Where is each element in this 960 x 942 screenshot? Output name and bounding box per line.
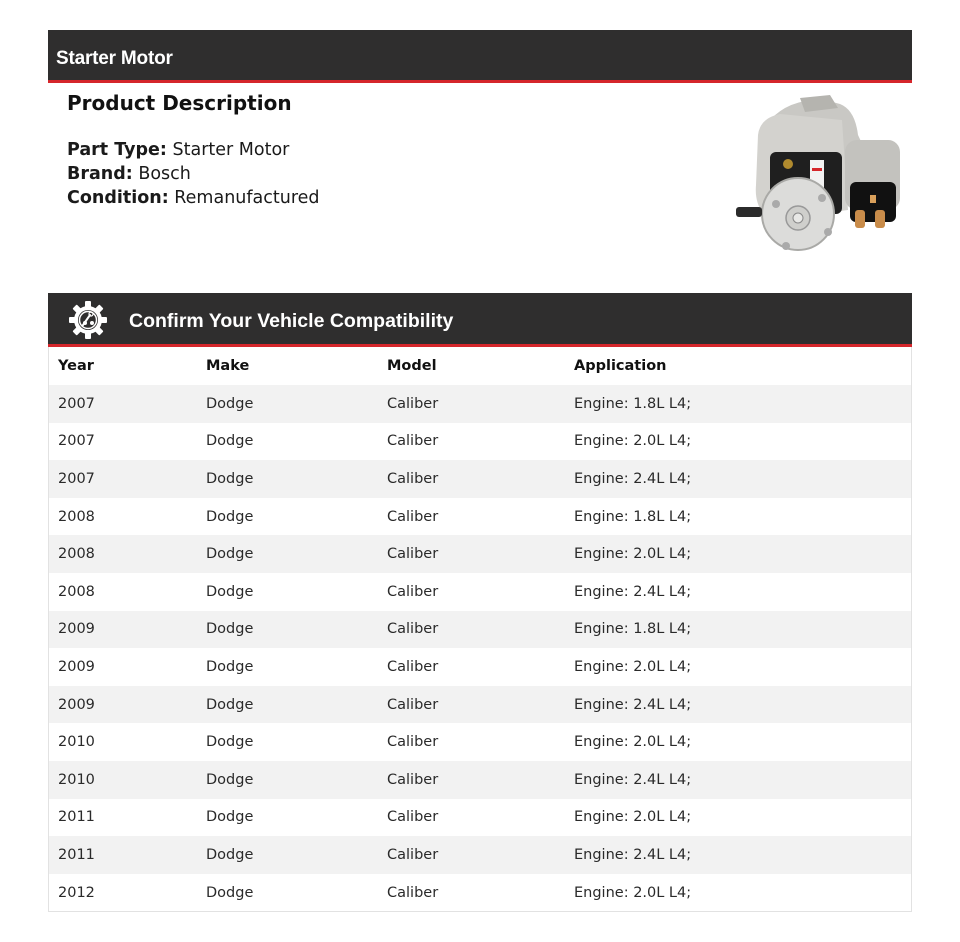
spec-label: Part Type: [67,140,167,160]
cell-application: Engine: 2.4L L4; [574,696,692,713]
table-row [49,573,911,611]
product-specs [67,138,667,210]
table-row [49,874,911,912]
cell-make: Dodge [206,395,254,412]
cell-model: Caliber [387,658,439,675]
spec-part-type [67,138,667,162]
cell-year: 2007 [58,395,95,412]
spec-condition [67,186,667,210]
cell-year: 2008 [58,583,95,600]
spec-brand [67,162,667,186]
compatibility-header-title: Confirm Your Vehicle Compatibility [129,310,454,332]
column-header-model: Model [387,358,437,374]
cell-model: Caliber [387,884,439,901]
cell-model: Caliber [387,696,439,713]
cell-make: Dodge [206,696,254,713]
product-description [67,90,667,210]
cell-make: Dodge [206,508,254,525]
compatibility-table [49,347,911,911]
cell-application: Engine: 1.8L L4; [574,621,692,638]
cell-model: Caliber [387,583,439,600]
cell-year: 2009 [58,696,95,713]
cell-make: Dodge [206,470,254,487]
cell-application: Engine: 2.4L L4; [574,583,692,600]
cell-application: Engine: 2.0L L4; [574,658,692,675]
table-row [49,799,911,837]
product-header-title: Starter Motor [56,48,173,69]
cell-model: Caliber [387,846,439,863]
product-header-bar [48,30,912,83]
starter-motor-product-image [730,90,910,258]
product-description-heading: Product Description [67,91,292,115]
cell-application: Engine: 2.4L L4; [574,846,692,863]
cell-year: 2009 [58,658,95,675]
gear-wrench-icon [68,300,108,340]
column-header-year: Year [58,358,94,374]
cell-make: Dodge [206,809,254,826]
cell-year: 2011 [58,846,95,863]
cell-year: 2008 [58,508,95,525]
cell-year: 2012 [58,884,95,901]
cell-year: 2007 [58,433,95,450]
spec-label: Brand: [67,164,133,184]
compatibility-header-bar [48,293,912,347]
cell-make: Dodge [206,734,254,751]
table-row [49,723,911,761]
cell-application: Engine: 2.0L L4; [574,433,692,450]
cell-model: Caliber [387,433,439,450]
table-row [49,535,911,573]
cell-year: 2010 [58,771,95,788]
cell-make: Dodge [206,546,254,563]
cell-model: Caliber [387,621,439,638]
table-row [49,761,911,799]
table-row [49,423,911,461]
spec-value: Bosch [138,164,191,184]
table-row [49,385,911,423]
table-row [49,686,911,724]
spec-label: Condition: [67,188,169,208]
spec-value: Remanufactured [174,188,320,208]
cell-application: Engine: 2.4L L4; [574,470,692,487]
cell-application: Engine: 1.8L L4; [574,508,692,525]
table-row [49,836,911,874]
cell-model: Caliber [387,809,439,826]
spec-value: Starter Motor [172,140,290,160]
cell-model: Caliber [387,771,439,788]
cell-application: Engine: 2.0L L4; [574,734,692,751]
cell-application: Engine: 2.0L L4; [574,546,692,563]
table-header-row [49,347,911,385]
cell-application: Engine: 2.0L L4; [574,884,692,901]
table-row [49,498,911,536]
cell-make: Dodge [206,658,254,675]
table-row [49,648,911,686]
cell-model: Caliber [387,508,439,525]
cell-year: 2007 [58,470,95,487]
cell-year: 2009 [58,621,95,638]
cell-make: Dodge [206,433,254,450]
cell-model: Caliber [387,734,439,751]
cell-model: Caliber [387,470,439,487]
cell-make: Dodge [206,583,254,600]
cell-application: Engine: 2.0L L4; [574,809,692,826]
cell-year: 2010 [58,734,95,751]
compatibility-table-container [48,347,912,912]
cell-year: 2008 [58,546,95,563]
cell-model: Caliber [387,395,439,412]
cell-make: Dodge [206,771,254,788]
cell-application: Engine: 1.8L L4; [574,395,692,412]
table-row [49,460,911,498]
cell-year: 2011 [58,809,95,826]
cell-make: Dodge [206,846,254,863]
cell-make: Dodge [206,884,254,901]
cell-application: Engine: 2.4L L4; [574,771,692,788]
table-row [49,611,911,649]
column-header-make: Make [206,358,250,374]
cell-make: Dodge [206,621,254,638]
column-header-application: Application [574,358,667,374]
cell-model: Caliber [387,546,439,563]
